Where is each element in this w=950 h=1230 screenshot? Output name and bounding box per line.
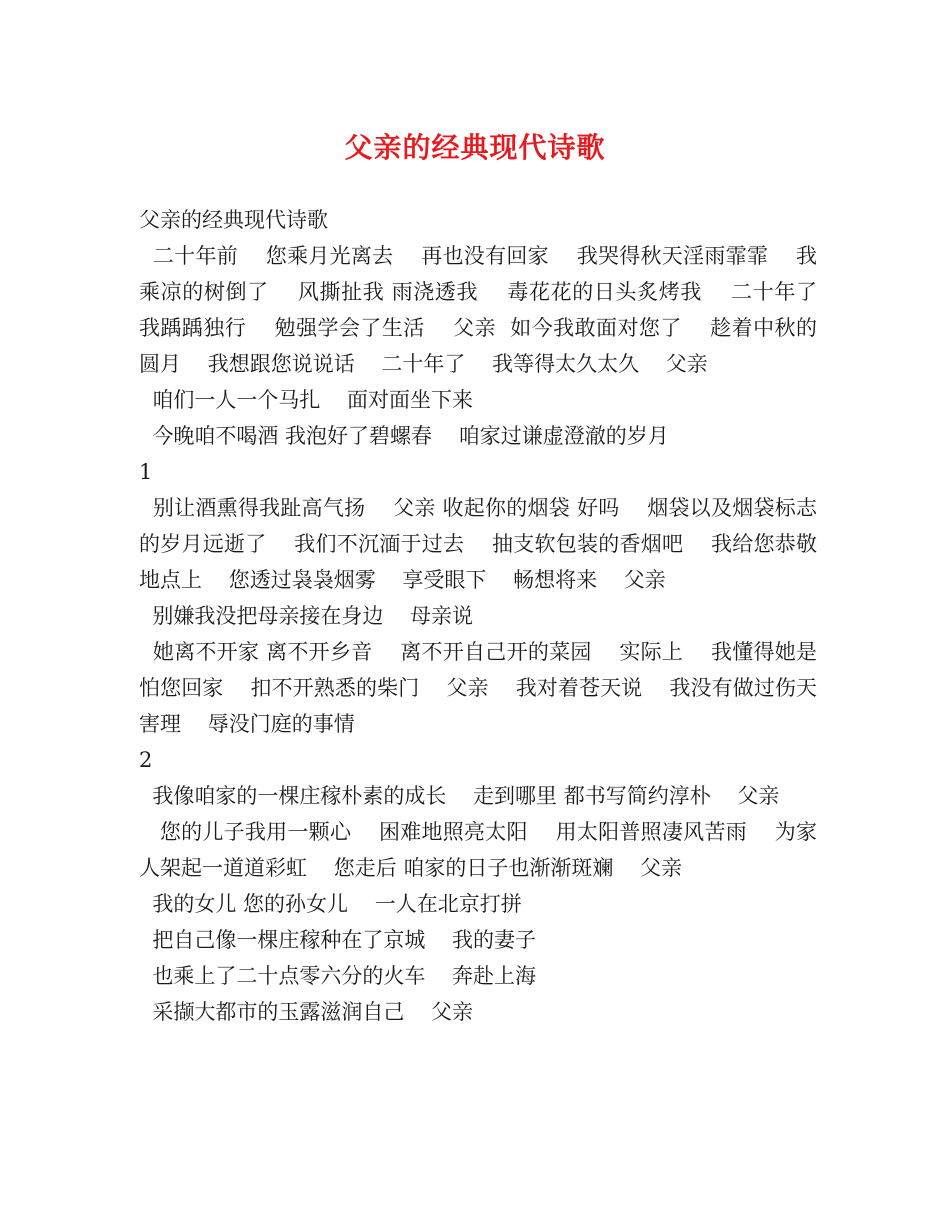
- paragraph: 也乘上了二十点零六分的火车 奔赴上海: [139, 964, 537, 988]
- document-body: [139, 202, 844, 1030]
- section-number: 1: [139, 460, 153, 484]
- paragraph: 她离不开家 离不开乡音 离不开自己开的菜园 实际上 我懂得她是怕您回家 扣不开熟悉的柴门 父亲 我对着苍天说 我没有做过伤天害理 辱没门庭的事情: [139, 640, 817, 736]
- paragraph: 您的儿子我用一颗心 困难地照亮太阳 用太阳普照凄风苦雨 为家人架起一道道彩虹 您走后 咱家的日子也渐渐斑斓 父亲: [139, 820, 817, 880]
- paragraph: 咱们一人一个马扎 面对面坐下来: [139, 388, 474, 412]
- paragraph: 我像咱家的一棵庄稼朴素的成长 走到哪里 都书写简约淳朴 父亲: [139, 784, 780, 808]
- paragraph: 采撷大都市的玉露滋润自己 父亲: [139, 1000, 474, 1024]
- section-number: 2: [139, 748, 153, 772]
- paragraph: 二十年前 您乘月光离去 再也没有回家 我哭得秋天淫雨霏霏 我乘凉的树倒了 风撕扯我 雨浇透我 毒花花的日头炙烤我 二十年了 我踽踽独行 勉强学会了生活 父亲 如今我敢面对您了 趁着中秋的圆月 我想跟您说说话 二十年了 我等得太久太久 父亲: [139, 244, 844, 376]
- paragraph: 把自己像一棵庄稼种在了京城 我的妻子: [139, 928, 537, 952]
- paragraph-heading: 父亲的经典现代诗歌: [139, 208, 328, 232]
- document-title: 父亲的经典现代诗歌: [344, 131, 606, 164]
- paragraph: 别让酒熏得我趾高气扬 父亲 收起你的烟袋 好吗 烟袋以及烟袋标志的岁月远逝了 我们不沉湎于过去 抽支软包装的香烟吧 我给您恭敬地点上 您透过袅袅烟雾 享受眼下 畅想将来 父亲: [139, 496, 817, 592]
- paragraph: 今晚咱不喝酒 我泡好了碧螺春 咱家过谦虚澄澈的岁月: [139, 424, 669, 448]
- paragraph: 我的女儿 您的孙女儿 一人在北京打拼: [139, 892, 522, 916]
- paragraph: 别嫌我没把母亲接在身边 母亲说: [139, 604, 474, 628]
